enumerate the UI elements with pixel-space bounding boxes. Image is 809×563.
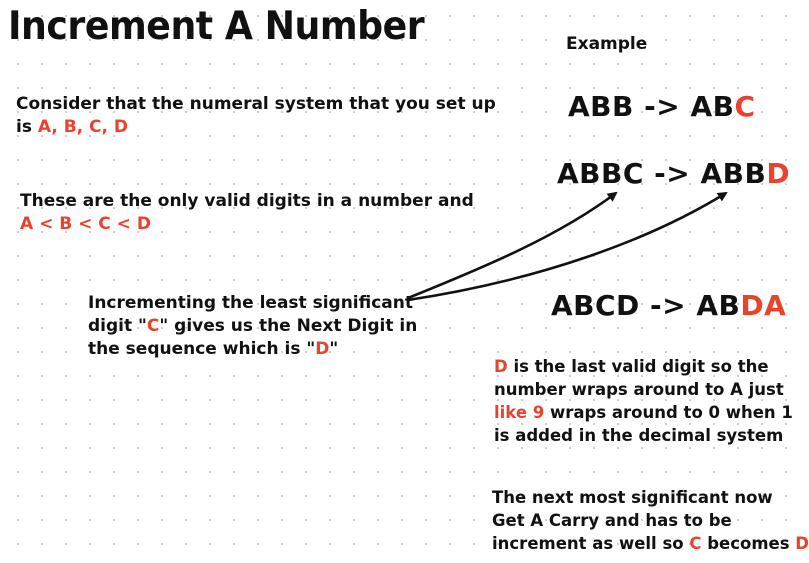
increment-note-line-1: Incrementing the least significant bbox=[88, 293, 414, 313]
example-changed-digit: C bbox=[734, 90, 756, 123]
digit-ordering: A < B < C < D bbox=[20, 214, 151, 234]
highlight-digit-d: D bbox=[494, 357, 508, 376]
carry-note-text: increment as well so bbox=[492, 534, 690, 553]
numeral-system-digits: A, B, C, D bbox=[37, 117, 129, 137]
highlight-digit-d: D bbox=[795, 534, 809, 553]
example-arrow: -> bbox=[639, 289, 697, 322]
example-output: ABB bbox=[700, 157, 767, 190]
example-arrow: -> bbox=[643, 157, 701, 190]
wrap-note-line-2: number wraps around to A just bbox=[494, 380, 784, 399]
wrap-note-text: wraps around to 0 when 1 bbox=[544, 403, 793, 422]
increment-note-text: " bbox=[329, 339, 339, 359]
increment-note-text: " gives us the Next Digit in bbox=[159, 316, 418, 336]
numeral-system-prefix: is bbox=[16, 117, 38, 137]
increment-note-text: the sequence which is " bbox=[88, 339, 316, 359]
example-changed-digit: DA bbox=[740, 289, 787, 322]
highlight-digit-c: C bbox=[146, 316, 160, 336]
carry-note-text: becomes bbox=[701, 534, 796, 553]
example-input: ABBC bbox=[557, 157, 644, 190]
arrow-to-example-2-changed-digit bbox=[408, 193, 726, 300]
example-input: ABB bbox=[568, 90, 634, 123]
example-output: AB bbox=[690, 90, 735, 123]
example-input: ABCD bbox=[551, 289, 640, 322]
highlight-digit-d: D bbox=[315, 339, 330, 359]
numeral-system-line-1: Consider that the numeral system that you set up bbox=[16, 94, 496, 114]
example-arrow: -> bbox=[633, 90, 691, 123]
example-label: Example bbox=[566, 34, 648, 54]
increment-note-text: digit " bbox=[88, 316, 147, 336]
example-changed-digit: D bbox=[766, 157, 791, 190]
example-output: AB bbox=[696, 289, 741, 322]
carry-note-line-1: The next most significant now bbox=[492, 488, 773, 507]
wrap-note-line-4: is added in the decimal system bbox=[494, 426, 784, 445]
wrap-note-text: is the last valid digit so the bbox=[507, 357, 769, 376]
arrow-to-example-2-third-digit bbox=[408, 193, 616, 298]
highlight-digit-c: C bbox=[689, 534, 702, 553]
page-title: Increment A Number bbox=[8, 4, 425, 49]
valid-digits-line-1: These are the only valid digits in a number and bbox=[20, 191, 474, 211]
carry-note-line-2: Get A Carry and has to be bbox=[492, 511, 732, 530]
highlight-like-9: like 9 bbox=[494, 403, 545, 422]
